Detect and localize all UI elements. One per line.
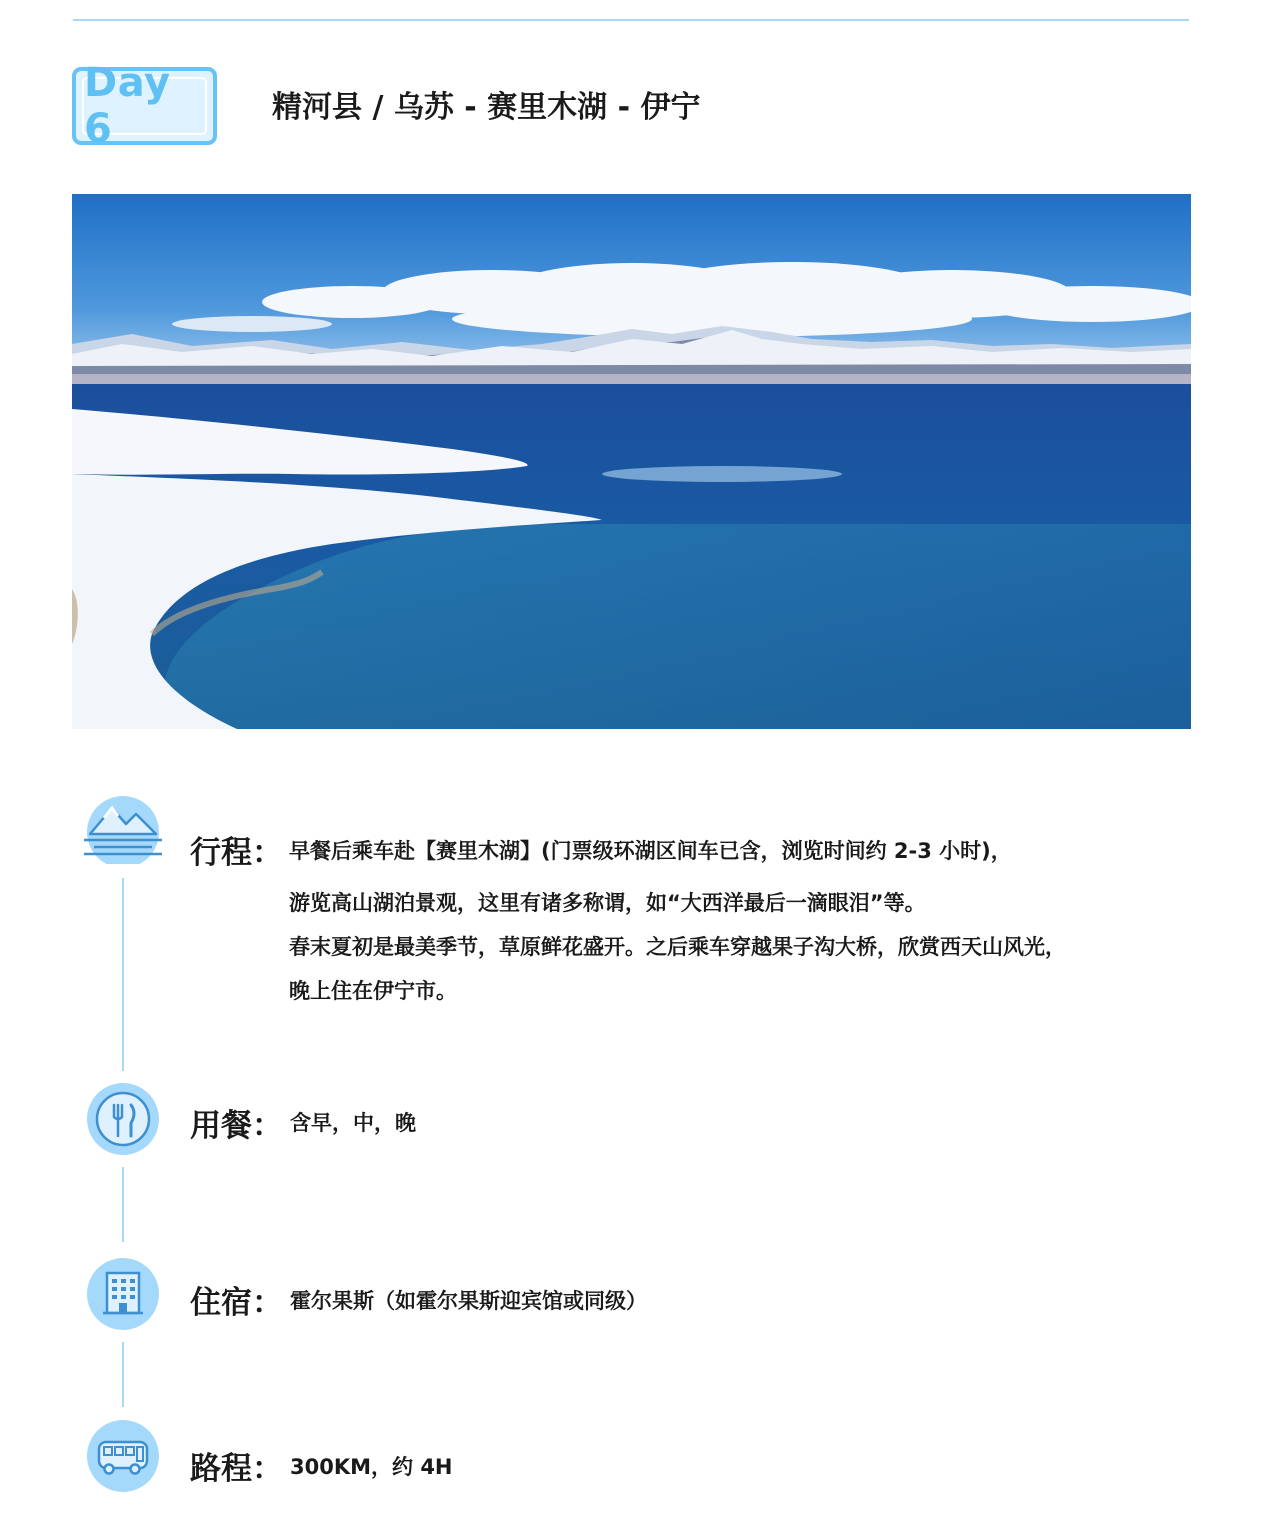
itinerary-line-3: 春末夏初是最美季节，草原鲜花盛开。之后乘车穿越果子沟大桥，欣赏西天山风光， <box>289 935 1066 959</box>
distance-label: 路程： <box>190 1451 283 1487</box>
itinerary-line-2: 游览高山湖泊景观，这里有诸多称谓，如“大西洋最后一滴眼泪”等。 <box>289 891 926 915</box>
top-divider <box>73 19 1189 21</box>
itinerary-line-1: 早餐后乘车赴【赛里木湖】(门票级环湖区间车已含，浏览时间约 2-3 小时)， <box>289 839 1012 863</box>
mountain-lake-icon <box>80 794 166 864</box>
lodging-value: 霍尔果斯（如霍尔果斯迎宾馆或同级） <box>290 1289 647 1313</box>
lake-photo <box>72 194 1191 729</box>
timeline-line-1 <box>122 878 124 1071</box>
itinerary-text <box>289 832 1219 1013</box>
timeline-line-3 <box>122 1342 124 1407</box>
day-badge <box>72 60 217 152</box>
day-label: Day 6 <box>84 60 171 152</box>
fork-knife-icon <box>87 1083 159 1155</box>
meals-label: 用餐： <box>190 1108 283 1144</box>
day-route-title: 精河县 / 乌苏 - 赛里木湖 - 伊宁 <box>272 90 701 125</box>
meals-value: 含早，中，晚 <box>290 1111 416 1135</box>
bus-icon <box>87 1420 159 1492</box>
itinerary-line-4: 晚上住在伊宁市。 <box>289 979 457 1003</box>
itinerary-label: 行程： <box>190 835 283 871</box>
lodging-label: 住宿： <box>190 1285 283 1321</box>
hotel-building-icon <box>87 1258 159 1330</box>
timeline-line-2 <box>122 1167 124 1242</box>
distance-value: 300KM，约 4H <box>290 1455 453 1479</box>
